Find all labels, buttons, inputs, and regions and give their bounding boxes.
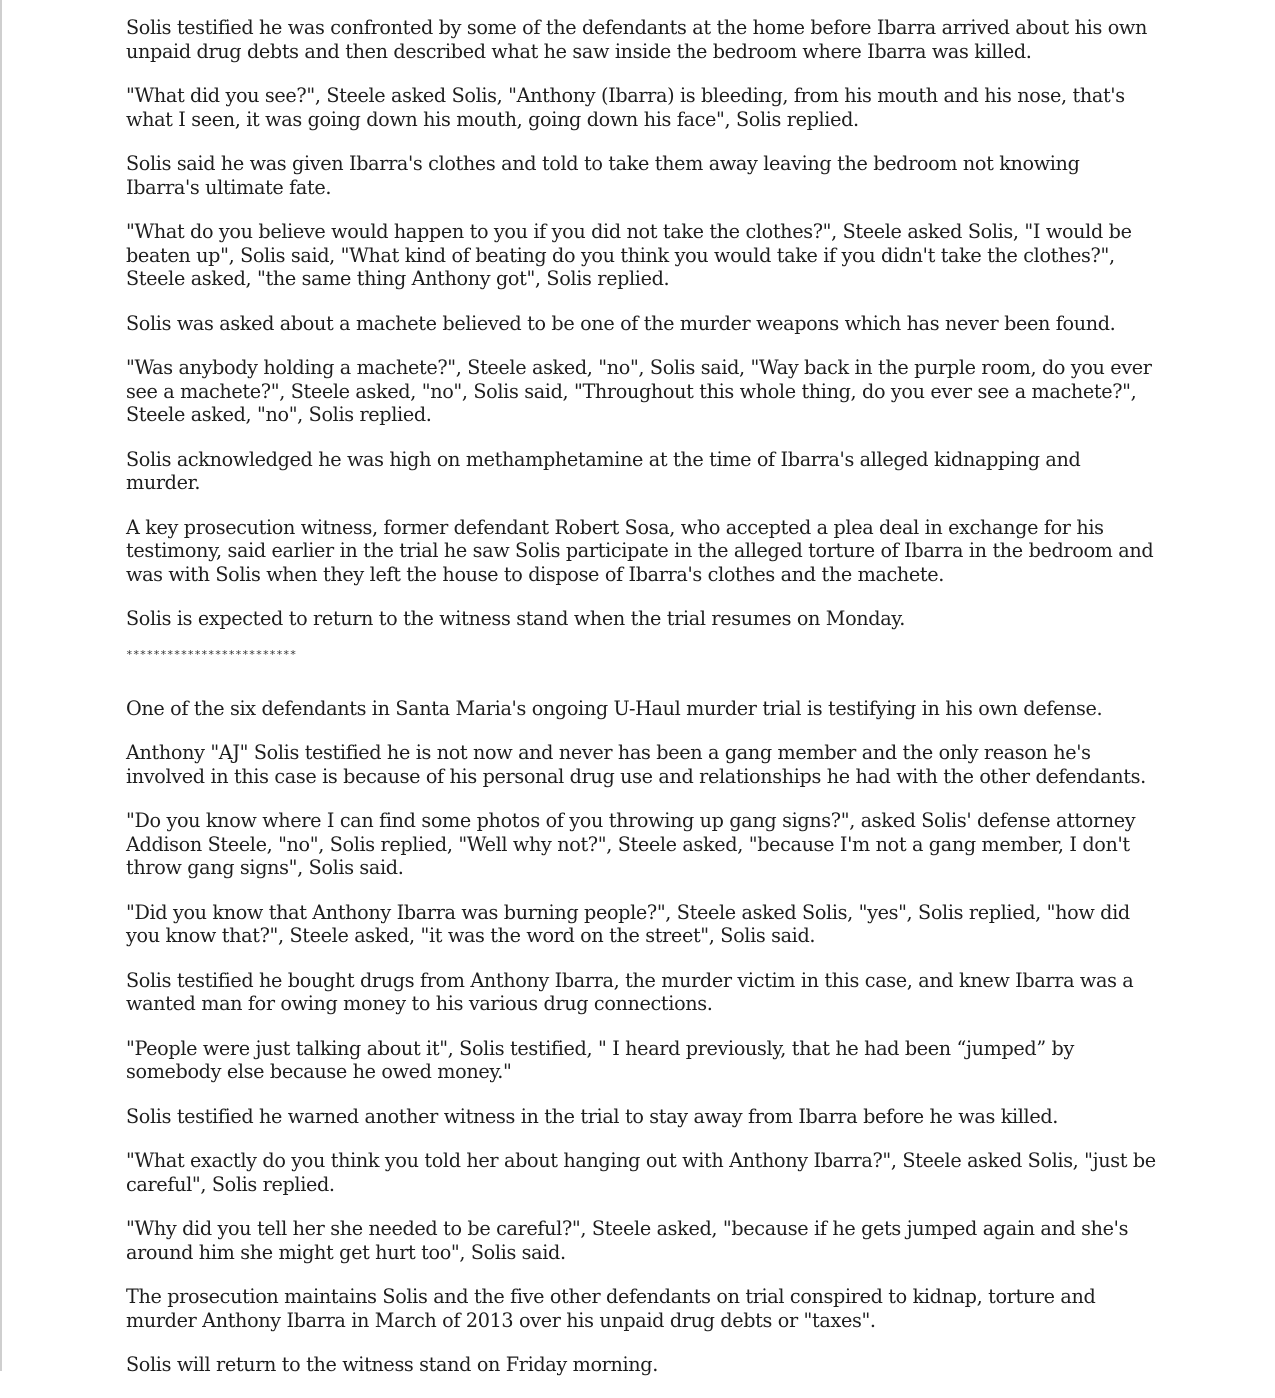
- paragraph-just-be-careful: "What exactly do you think you told her about hanging out with Anthony Ibarra?", Steele asked Solis, "just be careful", Solis replied.: [126, 1149, 1156, 1196]
- paragraph-warned-witness: Solis testified he warned another witness in the trial to stay away from Ibarra before he was killed.: [126, 1104, 1059, 1128]
- paragraph-machete-exchange: "Was anybody holding a machete?", Steele asked, "no", Solis said, "Way back in the purple room, do you ever see a machete?", Steele asked, "no", Solis said, "Throughout this whole thing, do you ever see a machete?", Steele asked, "no", Solis replied.: [126, 356, 1152, 426]
- paragraph-return-monday: Solis is expected to return to the witness stand when the trial resumes on Monday.: [126, 607, 906, 630]
- paragraph-gang-signs: "Do you know where I can find some photos of you throwing up gang signs?", asked Solis' defense attorney Addison Steele, "no", Solis replied, "Well why not?", Steele asked, "because I'm not a gang member, I don't throw gang signs", Solis said.: [126, 809, 1136, 879]
- paragraph-why-careful: "Why did you tell her she needed to be careful?", Steele asked, "because if he gets jumped again and she's around him she might get hurt too", Solis said.: [126, 1217, 1129, 1264]
- article-body: [126, 16, 1156, 1398]
- paragraph-bought-drugs: Solis testified he bought drugs from Anthony Ibarra, the murder victim in this case, and knew Ibarra was a wanted man for owing money to his various drug connections.: [126, 968, 1134, 1015]
- paragraph-given-clothes: Solis said he was given Ibarra's clothes and told to take them away leaving the bedroom not knowing Ibarra's ultimate fate.: [126, 152, 1080, 199]
- section-separator: *************************: [126, 647, 297, 661]
- paragraph-methamphetamine: Solis acknowledged he was high on methamphetamine at the time of Ibarra's alleged kidnapping and murder.: [126, 447, 1081, 494]
- paragraph-solis-confronted: Solis testified he was confronted by some of the defendants at the home before Ibarra arrived about his own unpaid drug debts and then described what he saw inside the bedroom where Ibarra was killed.: [126, 16, 1147, 63]
- paragraph-take-clothes-question: "What do you believe would happen to you if you did not take the clothes?", Steele asked Solis, "I would be beaten up", Solis said, "What kind of beating do you think you would take if you didn't take the clothes?", Steele asked, "the same thing Anthony got", Solis replied.: [126, 220, 1132, 290]
- paragraph-what-did-you-see: "What did you see?", Steele asked Solis, "Anthony (Ibarra) is bleeding, from his mouth and his nose, that's what I seen, it was going down his mouth, going down his face", Solis replied.: [126, 84, 1125, 131]
- page-edge-rule: [0, 0, 2, 1371]
- paragraph-defendant-testifying: One of the six defendants in Santa Maria's ongoing U-Haul murder trial is testifying in his own defense.: [126, 696, 1103, 720]
- paragraph-people-talking: "People were just talking about it", Solis testified, " I heard previously, that he had been “jumped” by somebody else because he owed money.": [126, 1036, 1074, 1083]
- paragraph-return-friday: Solis will return to the witness stand on Friday morning.: [126, 1353, 658, 1376]
- paragraph-prosecution-maintains: The prosecution maintains Solis and the five other defendants on trial conspired to kidnap, torture and murder Anthony Ibarra in March of 2013 over his unpaid drug debts or "taxes".: [126, 1285, 1096, 1332]
- paragraph-not-gang-member: Anthony "AJ" Solis testified he is not now and never has been a gang member and the only reason he's involved in this case is because of his personal drug use and relationships he had with the other defendants.: [126, 741, 1146, 788]
- paragraph-machete-asked: Solis was asked about a machete believed to be one of the murder weapons which has never been found.: [126, 311, 1116, 335]
- paragraph-burning-people: "Did you know that Anthony Ibarra was burning people?", Steele asked Solis, "yes", Solis replied, "how did you know that?", Steele asked, "it was the word on the street", Solis said.: [126, 900, 1130, 947]
- paragraph-key-witness-sosa: A key prosecution witness, former defendant Robert Sosa, who accepted a plea deal in exchange for his testimony, said earlier in the trial he saw Solis participate in the alleged torture of Ibarra in the bedroom and was with Solis when they left the house to dispose of Ibarra's clothes and the machete.: [126, 515, 1154, 586]
